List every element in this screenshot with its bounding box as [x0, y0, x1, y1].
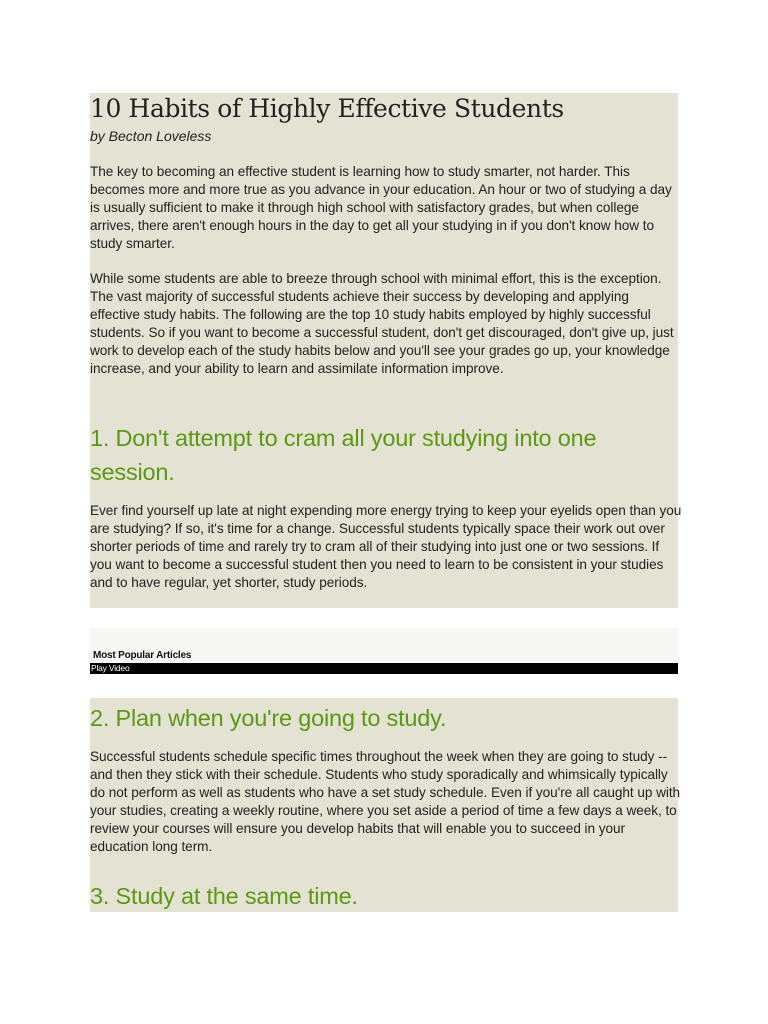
- play-video-button[interactable]: Play Video: [91, 663, 130, 673]
- section-2-body: Successful students schedule specific times throughout the week when they are going to study -- and then they stick with their schedule. Students who study sporadically and whimsically typically do not perform as well as students who have a set study schedule. Even if you're all caught up with your studies, creating a weekly routine, where you set aside a period of time a few days a week, to review your courses will ensure you develop habits that will enable you to succeed in your education long term.: [90, 749, 681, 854]
- popular-articles-label: Most Popular Articles: [93, 650, 192, 661]
- section-1-heading: 1. Don't attempt to cram all your studying into one session.: [90, 425, 597, 485]
- intro-paragraph-2: While some students are able to breeze through school with minimal effort, this is the exception. The vast majority of successful students achieve their success by developing and applying effective study habits. The following are the top 10 study habits employed by highly successful students. So if you want to become a successful student, don't get discouraged, don't give up, just work to develop each of the study habits below and you'll see your grades go up, your knowledge increase, and your ability to learn and assimilate information improve.: [90, 271, 674, 376]
- article-byline: by Becton Loveless: [90, 128, 212, 144]
- section-2-heading: 2. Plan when you're going to study.: [90, 705, 447, 731]
- section-3-heading: 3. Study at the same time.: [90, 883, 358, 909]
- article-title: 10 Habits of Highly Effective Students: [90, 94, 564, 123]
- play-video-bar[interactable]: [90, 663, 678, 674]
- section-1-body: Ever find yourself up late at night expending more energy trying to keep your eyelids open than you are studying? If so, it's time for a change. Successful students typically space their work out over shorter periods of time and rarely try to cram all of their studying into just one or two sessions. If you want to become a successful student then you need to learn to be consistent in your studies and to have regular, yet shorter, study periods.: [90, 503, 682, 590]
- intro-paragraph-1: The key to becoming an effective student is learning how to study smarter, not harder. This becomes more and more true as you advance in your education. An hour or two of studying a day is usually sufficient to make it through high school with satisfactory grades, but when college arrives, there aren't enough hours in the day to get all your studying in if you don't know how to study smarter.: [90, 164, 672, 251]
